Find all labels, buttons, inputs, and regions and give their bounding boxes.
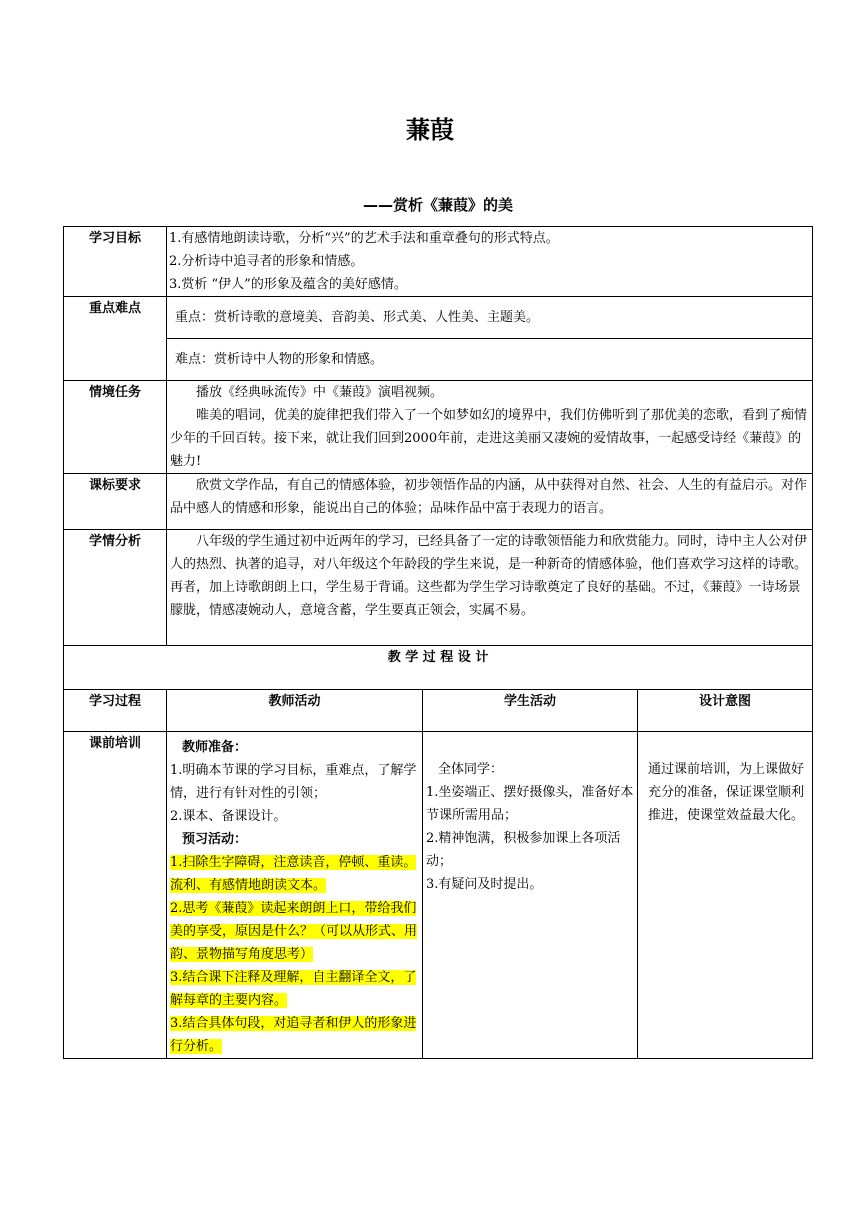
scenario-paragraph: 唯美的唱词，优美的旋律把我们带入了一个如梦如幻的境界中，我们仿佛听到了那优美的恋歌，看到了痴情少年的千回百转。接下来，就让我们回到2000年前，走进这美丽又凄婉的爱情故事，一起感受诗经《蒹葭》的魅力! (170, 408, 808, 469)
teacher-prep-item: 1.明确本节课的学习目标，重难点，了解学情，进行有针对性的引领； (170, 763, 417, 801)
scenario-content (167, 381, 813, 474)
learner-text: 八年级的学生通过初中近两年的学习，已经具备了一定的诗歌领悟能力和欣赏能力。同时，诗中主人公对伊人的热烈、执著的追寻，对八年级这个年龄段的学生来说，是一种新奇的情感体验，他们喜欢学习这样的诗歌。再者，加上诗歌朗朗上口，学生易于背诵。这些都为学生学习诗歌奠定了良好的基础。不过，《蒹葭》一诗场景朦胧，情感凄婉动人，意境含蓄，学生要真正领会，实属不易。 (170, 534, 808, 618)
column-header-student: 学生活动 (423, 690, 638, 732)
goal-item: 2.分析诗中追寻者的形象和情感。 (169, 254, 364, 269)
document-title: 蒹葭 (406, 116, 454, 144)
goals-content (167, 227, 813, 297)
preview-item: 3.结合具体句段，对追寻者和伊人的形象进行分析。 (170, 1016, 417, 1054)
preview-title: 预习活动： (182, 832, 248, 847)
teacher-prep-item: 2.课本、备课设计。 (170, 809, 287, 824)
learner-content (167, 530, 813, 646)
pre-class-stage: 课前培训 (64, 732, 167, 1059)
teacher-prep-title: 教师准备： (182, 740, 248, 755)
scenario-paragraph: 播放《经典咏流传》中《蒹葭》演唱视频。 (196, 385, 444, 400)
student-title: 全体同学： (438, 762, 504, 777)
document-subtitle: ——赏析《蒹葭》的美 (362, 196, 513, 214)
design-intent (638, 732, 813, 1059)
student-item: 2.精神饱满，积极参加课上各项活动； (426, 831, 621, 869)
standards-content (167, 474, 813, 530)
learner-label: 学情分析 (64, 530, 167, 646)
difficult-point-row (64, 339, 813, 381)
standards-row (64, 474, 813, 530)
key-point-text (167, 297, 813, 339)
goal-item: 3.赏析 “伊人”的形象及蕴含的美好感情。 (169, 277, 407, 292)
process-header: 教 学 过 程 设 计 (64, 646, 813, 690)
goals-row (64, 227, 813, 297)
column-header-stage: 学习过程 (64, 690, 167, 732)
design-intent-text: 通过课前培训，为上课做好充分的准备，保证课堂顺利推进，使课堂效益最大化。 (648, 762, 805, 823)
student-item: 3.有疑问及时提出。 (426, 877, 543, 892)
column-header-row (64, 690, 813, 732)
difficult-point: 难点：赏析诗中人物的形象和情感。 (175, 352, 384, 367)
key-points-label: 重点难点 (64, 297, 167, 381)
lesson-plan-table (63, 226, 813, 1059)
difficult-point-text (167, 339, 813, 381)
preview-item: 3.结合课下注释及理解，自主翻译全文，了解每章的主要内容。 (170, 970, 417, 1008)
pre-class-row (64, 732, 813, 1059)
column-header-teacher: 教师活动 (167, 690, 423, 732)
key-point: 重点：赏析诗歌的意境美、音韵美、形式美、人性美、主题美。 (175, 310, 540, 325)
key-points-row (64, 297, 813, 339)
scenario-label: 情境任务 (64, 381, 167, 474)
standards-label: 课标要求 (64, 474, 167, 530)
goal-item: 1.有感情地朗读诗歌，分析“兴”的艺术手法和重章叠句的形式特点。 (169, 231, 559, 246)
standards-text: 欣赏文学作品，有自己的情感体验，初步领悟作品的内涵，从中获得对自然、社会、人生的有益启示。对作品中感人的情感和形象，能说出自己的体验；品味作品中富于表现力的语言。 (170, 478, 808, 516)
student-item: 1.坐姿端正、摆好摄像头，准备好本节课所需用品； (426, 785, 634, 823)
student-activity (423, 732, 638, 1059)
column-header-intent: 设计意图 (638, 690, 813, 732)
learner-row (64, 530, 813, 646)
goals-label: 学习目标 (64, 227, 167, 297)
teacher-activity (167, 732, 423, 1059)
preview-item: 1.扫除生字障碍，注意读音，停顿、重读。流利、有感情地朗读文本。 (170, 855, 417, 893)
scenario-row (64, 381, 813, 474)
preview-item: 2.思考《蒹葭》读起来朗朗上口，带给我们美的享受，原因是什么？（可以从形式、用韵、景物描写角度思考） (170, 901, 418, 962)
process-header-row (64, 646, 813, 690)
